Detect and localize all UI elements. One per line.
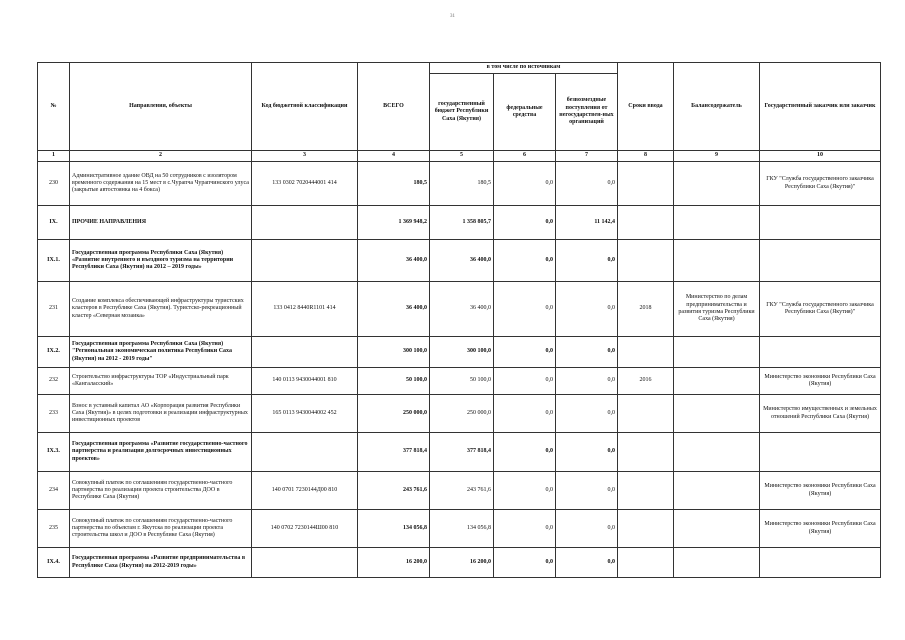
row-holder: Министерство по делам предпринимательства и развития туризма Республики Саха (Якутия) (674, 282, 760, 337)
row-federal: 0,0 (494, 162, 556, 206)
row-customer (760, 337, 881, 368)
table-row (38, 395, 881, 433)
table-row (38, 510, 881, 548)
row-nonstate: 0,0 (556, 240, 618, 282)
row-code (252, 337, 358, 368)
row-total: 300 100,0 (358, 337, 430, 368)
row-total: 16 200,0 (358, 548, 430, 578)
row-code: 140 0113 9430044001 810 (252, 368, 358, 395)
col-number-7: 7 (556, 151, 618, 162)
row-nonstate: 0,0 (556, 472, 618, 510)
row-total: 243 761,6 (358, 472, 430, 510)
table-row (38, 472, 881, 510)
row-number: IX.2. (38, 337, 70, 368)
col-number-1: 1 (38, 151, 70, 162)
table-row (38, 368, 881, 395)
row-code: 140 0702 7230144Ш00 810 (252, 510, 358, 548)
row-number: IX.3. (38, 433, 70, 472)
row-customer: ГКУ "Служба государственного заказчика Республики Саха (Якутия)" (760, 282, 881, 337)
header-direction: Направления, объекты (70, 63, 252, 151)
budget-table (37, 62, 881, 578)
row-total: 377 818,4 (358, 433, 430, 472)
table-row (38, 240, 881, 282)
row-customer (760, 240, 881, 282)
row-federal: 0,0 (494, 510, 556, 548)
row-federal: 0,0 (494, 282, 556, 337)
row-holder (674, 162, 760, 206)
header-sources-group: в том числе по источникам (430, 63, 618, 74)
row-holder (674, 548, 760, 578)
row-nonstate: 0,0 (556, 548, 618, 578)
row-term (618, 162, 674, 206)
row-holder (674, 240, 760, 282)
row-term: 2018 (618, 282, 674, 337)
row-term (618, 337, 674, 368)
table-row (38, 162, 881, 206)
row-customer: Министерство экономики Республики Саха (Якутия) (760, 472, 881, 510)
table-row (38, 282, 881, 337)
row-code: 133 0412 8440R1101 414 (252, 282, 358, 337)
row-code: 140 0701 7230144Д00 810 (252, 472, 358, 510)
row-term (618, 510, 674, 548)
row-federal: 0,0 (494, 433, 556, 472)
row-state: 180,5 (430, 162, 494, 206)
row-nonstate: 0,0 (556, 282, 618, 337)
row-state: 134 056,8 (430, 510, 494, 548)
row-state: 377 818,4 (430, 433, 494, 472)
col-number-4: 4 (358, 151, 430, 162)
row-total: 50 100,0 (358, 368, 430, 395)
row-number: 234 (38, 472, 70, 510)
row-code (252, 548, 358, 578)
header-total: ВСЕГО (358, 63, 430, 151)
row-name: Государственная программа «Развитие государственно-частного партнерства и реализация долгосрочных инвестиционных проектов» (70, 433, 252, 472)
row-total: 1 369 948,2 (358, 206, 430, 240)
col-number-2: 2 (70, 151, 252, 162)
row-term (618, 240, 674, 282)
row-state: 36 400,0 (430, 240, 494, 282)
table-row (38, 433, 881, 472)
row-nonstate: 0,0 (556, 368, 618, 395)
col-number-6: 6 (494, 151, 556, 162)
row-term: 2016 (618, 368, 674, 395)
row-code: 165 0113 9430044002 452 (252, 395, 358, 433)
page-number: 31 (450, 14, 455, 19)
row-customer: Министерство экономики Республики Саха (Якутия) (760, 510, 881, 548)
row-state: 50 100,0 (430, 368, 494, 395)
row-code: 133 0302 7020444001 414 (252, 162, 358, 206)
row-name: Строительство инфраструктуры ТОР «Индустриальный парк «Кангаласский» (70, 368, 252, 395)
row-nonstate: 0,0 (556, 337, 618, 368)
header-holder: Балансодержатель (674, 63, 760, 151)
header-federal: федеральные средства (494, 74, 556, 151)
col-number-8: 8 (618, 151, 674, 162)
row-name: Совокупный платеж по соглашениям государственно-частного партнерства по объектам г. Якутска по реализации проекта строительства школ и ДОО в Республике Саха (Якутия) (70, 510, 252, 548)
row-state: 36 400,0 (430, 282, 494, 337)
row-nonstate: 0,0 (556, 433, 618, 472)
row-total: 134 056,8 (358, 510, 430, 548)
col-number-5: 5 (430, 151, 494, 162)
row-state: 250 000,0 (430, 395, 494, 433)
header-nonstate: безвозмездные поступления от негосударствен-ных организаций (556, 74, 618, 151)
row-number: IX.1. (38, 240, 70, 282)
row-holder (674, 510, 760, 548)
table-row (38, 206, 881, 240)
row-number: 232 (38, 368, 70, 395)
row-federal: 0,0 (494, 206, 556, 240)
row-term (618, 206, 674, 240)
row-name: Совокупный платеж по соглашениям государственно-частного партнерства по реализации проекта строительства ДОО в Республике Саха (Якутия) (70, 472, 252, 510)
row-number: IX.4. (38, 548, 70, 578)
row-number: 233 (38, 395, 70, 433)
row-name: ПРОЧИЕ НАПРАВЛЕНИЯ (70, 206, 252, 240)
row-code (252, 240, 358, 282)
row-total: 180,5 (358, 162, 430, 206)
header-state-budget: государственный бюджет Республики Саха (Якутия) (430, 74, 494, 151)
row-name: Государственная программа «Развитие предпринимательства в Республике Саха (Якутия) на 2012-2019 годы» (70, 548, 252, 578)
row-code (252, 433, 358, 472)
row-holder (674, 472, 760, 510)
row-number: 231 (38, 282, 70, 337)
row-name: Административное здание ОВД на 50 сотрудников с изолятором временного содержания на 15 мест в с.Чурапча Чурапчинского улуса (закрытые автостоянка на 4 бокса) (70, 162, 252, 206)
table-row (38, 337, 881, 368)
row-customer: ГКУ "Служба государственного заказчика Республики Саха (Якутия)" (760, 162, 881, 206)
row-state: 1 358 805,7 (430, 206, 494, 240)
row-name: Государственная программа Республики Саха (Якутия) "Региональная экономическая политика Республики Саха (Якутия) на 2012 - 2019 годы" (70, 337, 252, 368)
row-code (252, 206, 358, 240)
row-federal: 0,0 (494, 472, 556, 510)
row-term (618, 548, 674, 578)
row-number: 235 (38, 510, 70, 548)
row-holder (674, 206, 760, 240)
row-federal: 0,0 (494, 548, 556, 578)
col-number-3: 3 (252, 151, 358, 162)
row-name: Взнос в уставный капитал АО «Корпорация развития Республики Саха (Якутия)» в целях подготовки и реализации инфраструктурных инвестиционных проектов (70, 395, 252, 433)
header-budget-code: Код бюджетной классификации (252, 63, 358, 151)
row-holder (674, 337, 760, 368)
row-nonstate: 11 142,4 (556, 206, 618, 240)
row-name: Создание комплекса обеспечивающей инфраструктуры туристских кластеров в Республике Саха (Якутия). Туристско-рекреационный кластер «Северная мозаика» (70, 282, 252, 337)
row-federal: 0,0 (494, 240, 556, 282)
row-term (618, 472, 674, 510)
row-holder (674, 395, 760, 433)
col-number-9: 9 (674, 151, 760, 162)
row-customer: Министерство экономики Республики Саха (Якутия) (760, 368, 881, 395)
row-term (618, 395, 674, 433)
row-customer: Министерство имущественных и земельных отношений Республики Саха (Якутия) (760, 395, 881, 433)
header-customer: Государственный заказчик или заказчик (760, 63, 881, 151)
row-name: Государственная программа Республики Саха (Якутия) «Развитие внутреннего и въездного туризма на территории Республики Саха (Якутия) на 2012 – 2019 годы» (70, 240, 252, 282)
table-body (38, 162, 881, 578)
row-holder (674, 433, 760, 472)
row-federal: 0,0 (494, 368, 556, 395)
row-customer (760, 548, 881, 578)
row-number: 230 (38, 162, 70, 206)
header-num: № (38, 63, 70, 151)
row-nonstate: 0,0 (556, 162, 618, 206)
row-nonstate: 0,0 (556, 395, 618, 433)
row-federal: 0,0 (494, 337, 556, 368)
row-number: IX. (38, 206, 70, 240)
row-term (618, 433, 674, 472)
row-state: 300 100,0 (430, 337, 494, 368)
row-federal: 0,0 (494, 395, 556, 433)
row-total: 36 400,0 (358, 240, 430, 282)
table-row (38, 548, 881, 578)
row-total: 250 000,0 (358, 395, 430, 433)
row-state: 243 761,6 (430, 472, 494, 510)
header-term: Сроки ввода (618, 63, 674, 151)
row-customer (760, 206, 881, 240)
col-number-10: 10 (760, 151, 881, 162)
row-customer (760, 433, 881, 472)
row-holder (674, 368, 760, 395)
row-total: 36 400,0 (358, 282, 430, 337)
row-state: 16 200,0 (430, 548, 494, 578)
row-nonstate: 0,0 (556, 510, 618, 548)
